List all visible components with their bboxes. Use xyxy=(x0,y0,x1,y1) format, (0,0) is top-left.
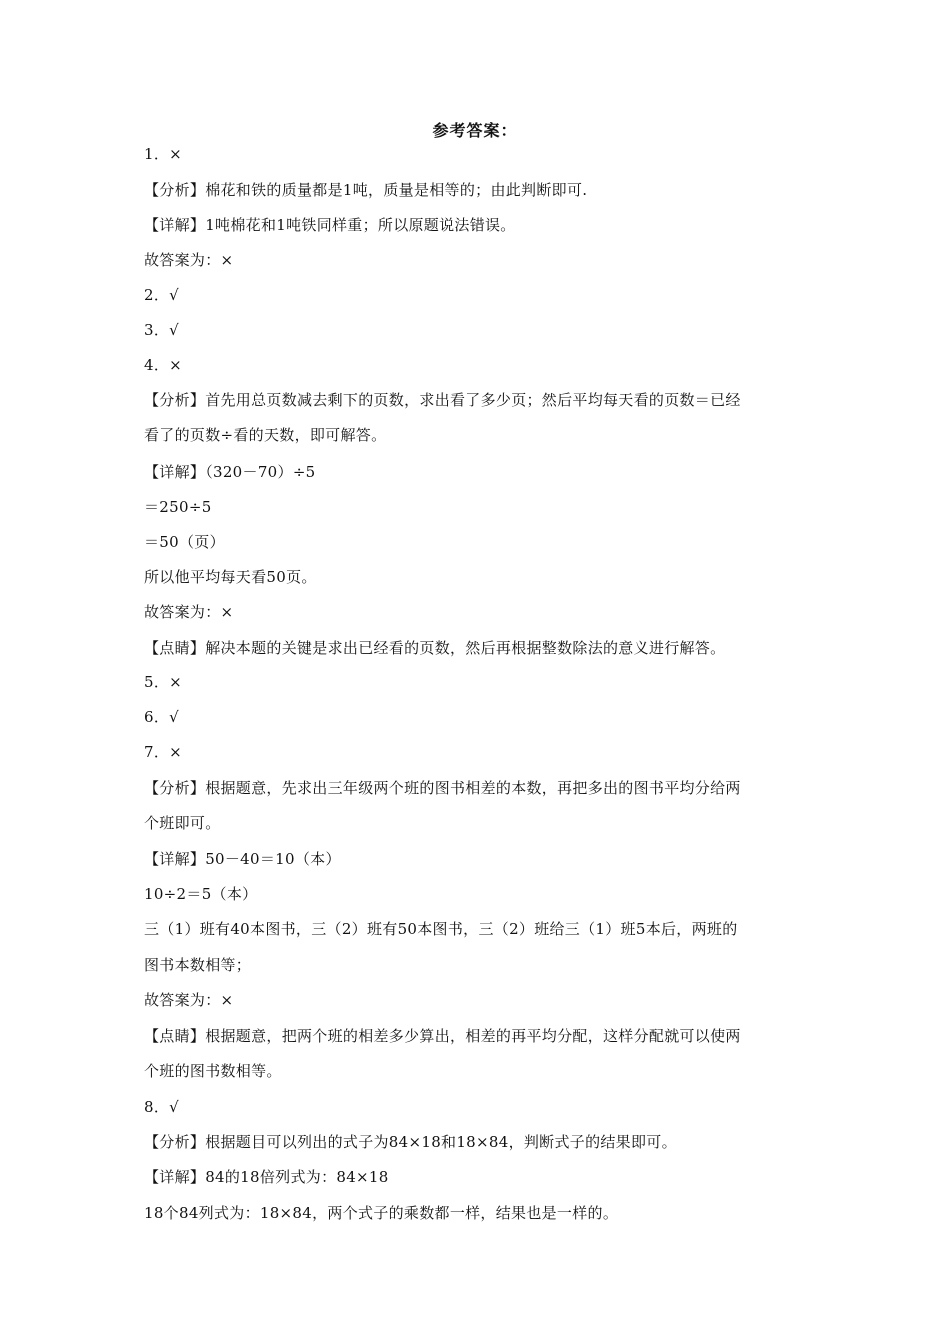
answer-line: 【分析】首先用总页数减去剩下的页数，求出看了多少页；然后平均每天看的页数＝已经 xyxy=(144,391,741,409)
answer-line: 故答案为：× xyxy=(144,991,234,1009)
answer-line: 8．√ xyxy=(144,1098,180,1116)
answer-line: 【分析】根据题目可以列出的式子为84×18和18×84，判断式子的结果即可。 xyxy=(144,1133,677,1151)
answer-line: 【详解】1吨棉花和1吨铁同样重；所以原题说法错误。 xyxy=(144,216,516,234)
answer-line: 6．√ xyxy=(144,708,180,726)
answer-line: 【分析】棉花和铁的质量都是1吨，质量是相等的；由此判断即可. xyxy=(144,181,588,199)
answer-line: ＝250÷5 xyxy=(144,498,212,516)
answer-line: 所以他平均每天看50页。 xyxy=(144,568,317,586)
answer-line: 【详解】50－40＝10（本） xyxy=(144,850,341,868)
answer-line: 10÷2＝5（本） xyxy=(144,885,258,903)
answer-line: 3．√ xyxy=(144,321,180,339)
answer-line: 【点睛】根据题意，把两个班的相差多少算出，相差的再平均分配，这样分配就可以使两 xyxy=(144,1027,741,1045)
answer-line: 【详解】（320－70）÷5 xyxy=(144,463,316,481)
answer-line: 18个84列式为：18×84，两个式子的乘数都一样，结果也是一样的。 xyxy=(144,1204,619,1222)
answer-line: 故答案为：× xyxy=(144,603,234,621)
answer-line: 2．√ xyxy=(144,286,180,304)
answer-line: 4．× xyxy=(144,356,183,374)
answer-line: 看了的页数÷看的天数，即可解答。 xyxy=(144,426,387,444)
answer-line: 图书本数相等； xyxy=(144,956,252,974)
answer-line: 三（1）班有40本图书，三（2）班有50本图书，三（2）班给三（1）班5本后，两班的 xyxy=(144,920,738,938)
answer-line: 【分析】根据题意，先求出三年级两个班的图书相差的本数，再把多出的图书平均分给两 xyxy=(144,779,741,797)
answer-line: 故答案为：× xyxy=(144,251,234,269)
answer-line: 个班的图书数相等。 xyxy=(144,1062,282,1080)
answer-line: 【点睛】解决本题的关键是求出已经看的页数，然后再根据整数除法的意义进行解答。 xyxy=(144,639,726,657)
answer-line: ＝50（页） xyxy=(144,533,225,551)
answer-line: 5．× xyxy=(144,673,183,691)
answer-line: 个班即可。 xyxy=(144,814,221,832)
answer-line: 【详解】84的18倍列式为：84×18 xyxy=(144,1168,389,1186)
answer-line: 1．× xyxy=(144,145,183,163)
page-title: 参考答案： xyxy=(432,121,518,140)
answer-line: 7．× xyxy=(144,743,183,761)
